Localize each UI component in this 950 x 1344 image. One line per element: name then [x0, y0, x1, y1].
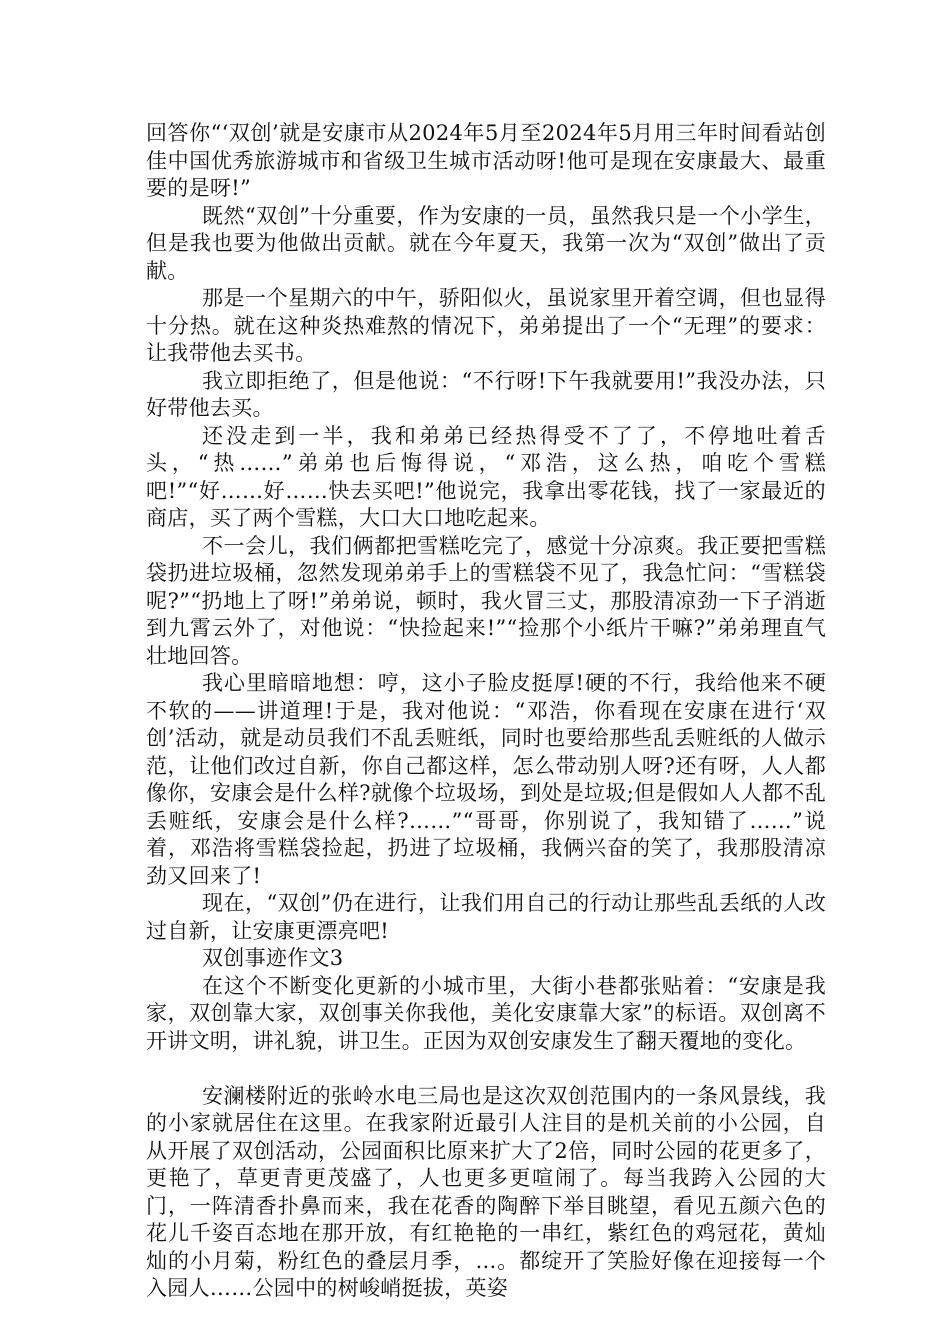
paragraph: 还没走到一半，我和弟弟已经热得受不了了，不停地吐着舌头，“热……”弟弟也后悔得说，“邓浩，这么热，咱吃个雪糕吧!”“好……好……快去买吧!”他说完，我拿出零花钱，找了一家最近的商店，买了两个雪糕，大口大口地吃起来。 — [146, 423, 826, 530]
paragraph: 现在，“双创”仍在进行，让我们用自己的行动让那些乱丢纸的人改过自新，让安康更漂亮吧! — [146, 891, 826, 943]
paragraph: 我立即拒绝了，但是他说：“不行呀!下午我就要用!”我没办法，只好带他去买。 — [146, 368, 826, 420]
section-heading: 双创事迹作文3 — [202, 946, 344, 970]
blank-line — [146, 1055, 826, 1083]
paragraph: 不一会儿，我们俩都把雪糕吃完了，感觉十分凉爽。我正要把雪糕袋扔进垃圾桶，忽然发现弟弟手上的雪糕袋不见了，我急忙问：“雪糕袋呢?”“扔地上了呀!”弟弟说，顿时，我火冒三丈，那股清凉劲一下子消逝到九霄云外了，对他说：“快捡起来!”“捡那个小纸片干嘛?”弟弟理直气壮地回答。 — [146, 533, 826, 668]
paragraph: 既然“双创”十分重要，作为安康的一员，虽然我只是一个小学生，但是我也要为他做出贡献。就在今年夏天，我第一次为“双创”做出了贡献。 — [146, 203, 826, 283]
paragraph: 在这个不断变化更新的小城市里，大街小巷都张贴着：“安康是我家，双创靠大家，双创事关你我他，美化安康靠大家”的标语。双创离不开讲文明，讲礼貌，讲卫生。正因为双创安康发生了翻天覆地的变化。 — [146, 973, 826, 1053]
paragraph: 安澜楼附近的张岭水电三局也是这次双创范围内的一条风景线，我的小家就居住在这里。在我家附近最引人注目的是机关前的小公园，自从开展了双创活动，公园面积比原来扩大了2倍，同时公园的花更多了，更艳了，草更青更茂盛了，人也更多更喧闹了。每当我跨入公园的大门，一阵清香扑鼻而来，我在花香的陶醉下举目眺望，看见五颜六色的花儿千姿百态地在那开放，有红艳艳的一串红，紫红色的鸡冠花，黄灿灿的小月菊，粉红色的叠层月季，…。都绽开了笑脸好像在迎接每一个入园人……公园中的树峻峭挺拔，英姿 — [146, 1083, 826, 1300]
paragraph: 回答你“‘双创’就是安康市从2024年5月至2024年5月用三年时间看站创佳中国优秀旅游城市和省级卫生城市活动呀!他可是现在安康最大、最重要的是呀!” — [146, 121, 826, 200]
document-body — [146, 120, 826, 1303]
paragraph: 那是一个星期六的中午，骄阳似火，虽说家里开着空调，但也显得十分热。就在这种炎热难熬的情况下，弟弟提出了一个“无理”的要求：让我带他去买书。 — [146, 286, 826, 365]
paragraph: 我心里暗暗地想：哼，这小子脸皮挺厚!硬的不行，我给他来不硬不软的——讲道理!于是，我对他说：“邓浩，你看现在安康在进行‘双创’活动，就是动员我们不乱丢赃纸，同时也要给那些乱丢赃纸的人做示范，让他们改过自新，你自己都这样，怎么带动别人呀?还有呀，人人都像你，安康会是什么样?就像个垃圾场，到处是垃圾;但是假如人人都不乱丢赃纸，安康会是什么样?……”“哥哥，你别说了，我知错了……”说着，邓浩将雪糕袋捡起，扔进了垃圾桶，我俩兴奋的笑了，我那股清凉劲又回来了! — [146, 671, 826, 888]
